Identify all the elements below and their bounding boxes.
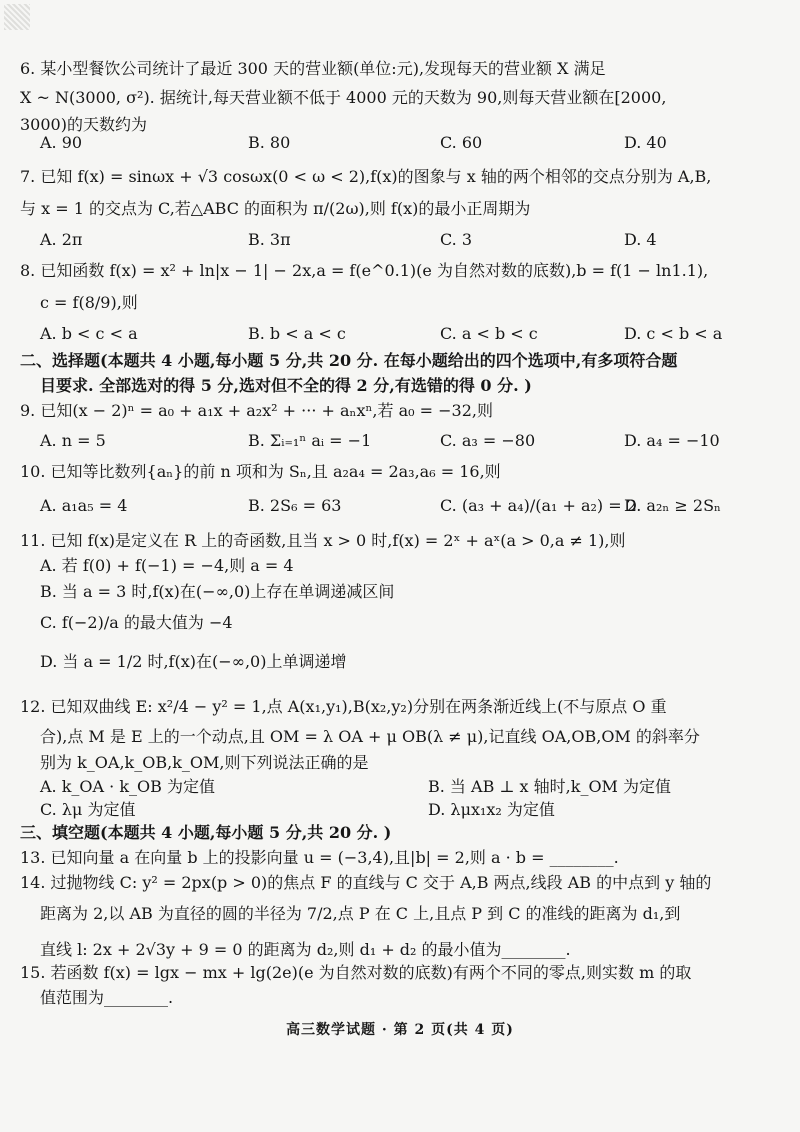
q8-options xyxy=(40,323,776,345)
q15-line-2: 值范围为________. xyxy=(40,988,174,1007)
q14-line-1: 14. 过抛物线 C: y² = 2px(p > 0)的焦点 F 的直线与 C 交于 A,B 两点,线段 AB 的中点到 y 轴的 xyxy=(20,873,712,892)
q14-line-3: 直线 l: 2x + 2√3y + 9 = 0 的距离为 d₂,则 d₁ + d₂ 的最小值为________. xyxy=(40,940,571,959)
q6-line-2: X ~ N(3000, σ²). 据统计,每天营业额不低于 4000 元的天数为 90,则每天营业额在[2000, xyxy=(20,88,667,107)
q9-options xyxy=(40,430,776,452)
q12-option-d: D. λμx₁x₂ 为定值 xyxy=(428,800,555,819)
q12-option-a: A. k_OA · k_OB 为定值 xyxy=(40,777,216,796)
q8-option-c: C. a < b < c xyxy=(440,324,538,343)
q12-options-row-2 xyxy=(40,799,776,821)
q9-line-1: 9. 已知(x − 2)ⁿ = a₀ + a₁x + a₂x² + ··· + aₙxⁿ,若 a₀ = −32,则 xyxy=(20,401,493,420)
q12-option-b: B. 当 AB ⊥ x 轴时,k_OM 为定值 xyxy=(428,777,672,796)
q12-option-c: C. λμ 为定值 xyxy=(40,800,136,819)
q7-option-c: C. 3 xyxy=(440,230,473,249)
q7-line-2: 与 x = 1 的交点为 C,若△ABC 的面积为 π/(2ω),则 f(x)的最小正周期为 xyxy=(20,199,531,218)
q7-line-1: 7. 已知 f(x) = sinωx + √3 cosωx(0 < ω < 2),f(x)的图象与 x 轴的两个相邻的交点分别为 A,B, xyxy=(20,167,712,186)
q7-options xyxy=(40,229,776,251)
q12-line-2: 合),点 M 是 E 上的一个动点,且 OM = λ OA + μ OB(λ ≠ μ),记直线 OA,OB,OM 的斜率分 xyxy=(40,727,700,746)
q9-option-a: A. n = 5 xyxy=(40,431,106,450)
scan-corner-mark xyxy=(4,4,30,30)
q11-line-1: 11. 已知 f(x)是定义在 R 上的奇函数,且当 x > 0 时,f(x) = 2ˣ + aˣ(a > 0,a ≠ 1),则 xyxy=(20,531,626,550)
q11-option-a: A. 若 f(0) + f(−1) = −4,则 a = 4 xyxy=(40,556,294,575)
q13-line-1: 13. 已知向量 a 在向量 b 上的投影向量 u = (−3,4),且|b| = 2,则 a · b = ________. xyxy=(20,848,619,867)
q6-options xyxy=(40,132,776,154)
q10-option-c: C. (a₃ + a₄)/(a₁ + a₂) = 2 xyxy=(440,496,637,515)
q12-options-row-1 xyxy=(40,776,776,798)
q7-option-d: D. 4 xyxy=(624,230,657,249)
q9-option-c: C. a₃ = −80 xyxy=(440,431,536,450)
q10-line-1: 10. 已知等比数列{aₙ}的前 n 项和为 Sₙ,且 a₂a₄ = 2a₃,a₆ = 16,则 xyxy=(20,462,501,481)
q11-option-d: D. 当 a = 1/2 时,f(x)在(−∞,0)上单调递增 xyxy=(40,652,347,671)
page-footer: 高三数学试题 · 第 2 页(共 4 页) xyxy=(286,1022,514,1038)
section-2-heading-2: 目要求. 全部选对的得 5 分,选对但不全的得 2 分,有选错的得 0 分. ) xyxy=(40,376,532,395)
q9-option-b: B. Σᵢ₌₁ⁿ aᵢ = −1 xyxy=(248,431,372,450)
q8-option-b: B. b < a < c xyxy=(248,324,346,343)
q10-option-d: D. a₂ₙ ≥ 2Sₙ xyxy=(624,496,721,515)
q8-line-1: 8. 已知函数 f(x) = x² + ln|x − 1| − 2x,a = f(e^0.1)(e 为自然对数的底数),b = f(1 − ln1.1), xyxy=(20,261,709,280)
q8-line-2: c = f(8/9),则 xyxy=(40,293,138,312)
section-2-heading-1: 二、选择题(本题共 4 小题,每小题 5 分,共 20 分. 在每小题给出的四个选项中,有多项符合题 xyxy=(20,351,678,370)
q6-option-d: D. 40 xyxy=(624,133,667,152)
q14-line-2: 距离为 2,以 AB 为直径的圆的半径为 7/2,点 P 在 C 上,且点 P 到 C 的准线的距离为 d₁,到 xyxy=(40,904,681,923)
q6-line-1: 6. 某小型餐饮公司统计了最近 300 天的营业额(单位:元),发现每天的营业额 X 满足 xyxy=(20,59,606,78)
q12-line-3: 别为 k_OA,k_OB,k_OM,则下列说法正确的是 xyxy=(40,753,369,772)
q7-option-a: A. 2π xyxy=(40,230,83,249)
q6-option-c: C. 60 xyxy=(440,133,483,152)
q6-line-3: 3000)的天数约为 xyxy=(20,115,147,134)
q10-options xyxy=(40,495,776,517)
q11-option-c: C. f(−2)/a 的最大值为 −4 xyxy=(40,613,233,632)
q7-option-b: B. 3π xyxy=(248,230,291,249)
q8-option-a: A. b < c < a xyxy=(40,324,138,343)
q6-option-a: A. 90 xyxy=(40,133,83,152)
section-3-heading: 三、填空题(本题共 4 小题,每小题 5 分,共 20 分. ) xyxy=(20,823,392,842)
q6-option-b: B. 80 xyxy=(248,133,291,152)
q12-line-1: 12. 已知双曲线 E: x²/4 − y² = 1,点 A(x₁,y₁),B(x₂,y₂)分别在两条渐近线上(不与原点 O 重 xyxy=(20,697,667,716)
q11-option-b: B. 当 a = 3 时,f(x)在(−∞,0)上存在单调递减区间 xyxy=(40,582,395,601)
q9-option-d: D. a₄ = −10 xyxy=(624,431,720,450)
q8-option-d: D. c < b < a xyxy=(624,324,723,343)
q10-option-a: A. a₁a₅ = 4 xyxy=(40,496,128,515)
q15-line-1: 15. 若函数 f(x) = lgx − mx + lg(2e)(e 为自然对数的底数)有两个不同的零点,则实数 m 的取 xyxy=(20,963,692,982)
q10-option-b: B. 2S₆ = 63 xyxy=(248,496,342,515)
